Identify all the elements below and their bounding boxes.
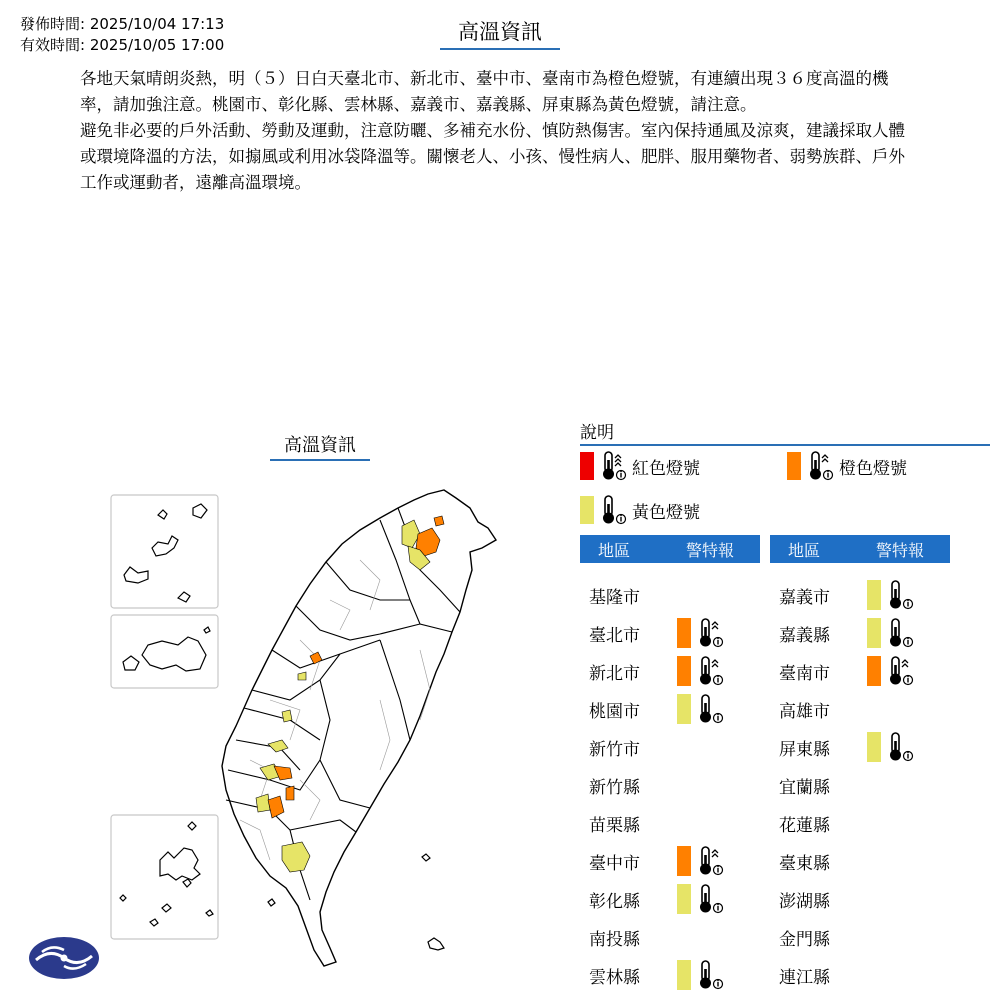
table-row xyxy=(580,884,760,914)
table-row xyxy=(770,618,950,648)
island-matsu-4 xyxy=(124,567,148,583)
warning-indicator xyxy=(867,579,919,611)
issue-time: 發佈時間: 2025/10/04 17:13 xyxy=(20,15,225,33)
region-name: 宜蘭縣 xyxy=(779,777,830,798)
valid-time: 有效時間: 2025/10/05 17:00 xyxy=(20,36,225,54)
table-row xyxy=(580,846,760,876)
table-row xyxy=(770,694,950,724)
island-penghu-2 xyxy=(188,822,196,830)
region-name: 彰化縣 xyxy=(589,891,640,912)
region-name: 金門縣 xyxy=(779,929,830,950)
legend-swatch-orange xyxy=(787,452,801,480)
thermometer-icon xyxy=(697,845,725,877)
island-matsu-5 xyxy=(178,592,190,602)
warning-level-bar xyxy=(677,846,691,876)
warning-indicator xyxy=(677,655,729,687)
warning-level-bar xyxy=(677,656,691,686)
description-paragraph-2: 避免非必要的戶外活動、勞動及運動，注意防曬、多補充水份、慎防熱傷害。室內保持通風及涼爽，建議採取人體或環境降溫的方法，如搧風或利用冰袋降溫等。關懷老人、小孩、慢性病人、肥胖、服用藥物者、弱勢族群、戶外工作或運動者，遠離高溫環境。 xyxy=(80,121,905,192)
thermometer-icon xyxy=(697,655,725,687)
region-name: 嘉義縣 xyxy=(779,625,830,646)
table-row xyxy=(580,580,760,610)
region-name: 新竹市 xyxy=(589,739,640,760)
warning-level-bar xyxy=(867,580,881,610)
area-tainan-orange-3 xyxy=(286,786,294,800)
legend-item-red xyxy=(580,450,700,482)
region-name: 桃園市 xyxy=(589,701,640,722)
thermometer-icon xyxy=(887,617,915,649)
table-row xyxy=(580,922,760,952)
region-header: 地區 xyxy=(598,540,631,560)
warning-level-bar xyxy=(677,884,691,914)
island-matsu-2 xyxy=(193,504,207,518)
thermometer-icon xyxy=(697,883,725,915)
region-name: 臺南市 xyxy=(779,663,830,684)
page-title: 高溫資訊 xyxy=(440,16,560,50)
legend-label-yellow: 黃色燈號 xyxy=(632,502,700,523)
legend-swatch-yellow xyxy=(580,496,594,524)
island-kinmen xyxy=(142,637,206,671)
area-yunlin-yellow xyxy=(282,710,292,722)
region-name: 臺中市 xyxy=(589,853,640,874)
warning-indicator xyxy=(867,655,919,687)
warning-header: 警特報 xyxy=(876,540,925,560)
warning-indicator xyxy=(677,959,729,991)
thermometer-icon xyxy=(887,655,915,687)
warning-indicator xyxy=(867,617,919,649)
table-row xyxy=(770,808,950,838)
description-paragraph-1: 各地天氣晴朗炎熱，明（５）日白天臺北市、新北市、臺中市、臺南市為橙色燈號，有連續出現３６度高溫的機率，請加強注意。桃園市、彰化縣、雲林縣、嘉義市、嘉義縣、屏東縣為黃色燈號，請注意。 xyxy=(80,69,889,114)
region-name: 花蓮縣 xyxy=(779,815,830,836)
warning-indicator xyxy=(677,883,729,915)
table-row xyxy=(770,884,950,914)
table-row xyxy=(580,770,760,800)
table-row xyxy=(770,732,950,762)
island-lanyu xyxy=(428,938,444,950)
area-new-taipei-orange xyxy=(434,516,444,526)
warning-level-bar xyxy=(867,732,881,762)
region-name: 嘉義市 xyxy=(779,587,830,608)
island-little-kinmen xyxy=(123,656,139,670)
island-penghu-7 xyxy=(120,895,126,901)
warning-indicator xyxy=(677,845,729,877)
region-name: 基隆市 xyxy=(589,587,640,608)
thermometer-icon xyxy=(697,959,725,991)
legend-swatch-red xyxy=(580,452,594,480)
region-name: 臺東縣 xyxy=(779,853,830,874)
region-name: 屏東縣 xyxy=(779,739,830,760)
island-kinmen-3 xyxy=(204,627,210,633)
table-row xyxy=(770,922,950,952)
table-row xyxy=(580,694,760,724)
warning-level-bar xyxy=(677,618,691,648)
region-name: 南投縣 xyxy=(589,929,640,950)
warning-level-bar xyxy=(867,618,881,648)
thermometer-icon xyxy=(887,731,915,763)
table-header-right xyxy=(770,535,950,563)
thermometer-icon xyxy=(600,450,628,482)
island-penghu-6 xyxy=(206,910,213,916)
table-row xyxy=(580,960,760,990)
island-green-island xyxy=(422,854,430,861)
table-row xyxy=(580,618,760,648)
legend-item-orange xyxy=(787,450,907,482)
warning-indicator xyxy=(867,731,919,763)
table-row xyxy=(580,808,760,838)
region-name: 新北市 xyxy=(589,663,640,684)
thermometer-icon xyxy=(600,494,628,526)
legend-item-yellow xyxy=(580,494,700,526)
island-liuqiu xyxy=(268,899,275,906)
region-name: 連江縣 xyxy=(779,967,830,988)
island-penghu-main xyxy=(160,848,200,880)
legend-title: 說明 xyxy=(580,418,990,446)
thermometer-icon xyxy=(697,617,725,649)
island-matsu-3 xyxy=(152,536,178,556)
map-title: 高溫資訊 xyxy=(270,431,370,461)
table-row xyxy=(580,656,760,686)
region-name: 高雄市 xyxy=(779,701,830,722)
island-penghu-4 xyxy=(162,904,171,912)
table-row xyxy=(770,960,950,990)
island-penghu-5 xyxy=(150,919,158,926)
warning-level-bar xyxy=(677,960,691,990)
legend-label-red: 紅色燈號 xyxy=(632,458,700,479)
island-matsu-1 xyxy=(158,510,167,519)
table-row xyxy=(770,656,950,686)
table-row xyxy=(770,770,950,800)
region-name: 苗栗縣 xyxy=(589,815,640,836)
table-row xyxy=(770,846,950,876)
warning-level-bar xyxy=(677,694,691,724)
cwa-logo-icon xyxy=(28,936,100,980)
warning-level-bar xyxy=(867,656,881,686)
region-name: 雲林縣 xyxy=(589,967,640,988)
region-name: 臺北市 xyxy=(589,625,640,646)
taiwan-main-island xyxy=(222,490,496,966)
thermometer-icon xyxy=(807,450,835,482)
table-row xyxy=(580,732,760,762)
region-header: 地區 xyxy=(788,540,821,560)
inset-box-penghu xyxy=(111,815,218,939)
island-penghu-3 xyxy=(183,879,191,887)
table-header-left xyxy=(580,535,760,563)
warning-indicator xyxy=(677,693,729,725)
legend-label-orange: 橙色燈號 xyxy=(839,458,907,479)
warning-indicator xyxy=(677,617,729,649)
warning-header: 警特報 xyxy=(686,540,735,560)
table-row xyxy=(770,580,950,610)
region-name: 新竹縣 xyxy=(589,777,640,798)
thermometer-icon xyxy=(887,579,915,611)
thermometer-icon xyxy=(697,693,725,725)
region-name: 澎湖縣 xyxy=(779,891,830,912)
